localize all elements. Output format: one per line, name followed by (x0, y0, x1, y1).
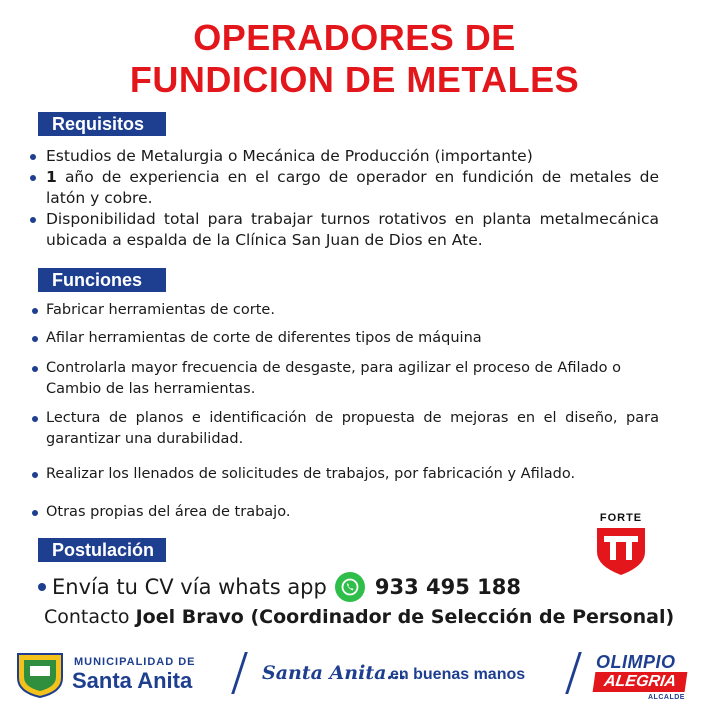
funcion-text: Otras propias del área de trabajo. (46, 504, 291, 520)
bullet-icon (32, 416, 38, 422)
list-item (28, 328, 659, 349)
bullet-icon (30, 154, 36, 160)
bullet-icon (32, 472, 38, 478)
whatsapp-icon[interactable] (335, 572, 365, 602)
list-item (28, 408, 659, 450)
bullet-icon (32, 366, 38, 372)
list-item (28, 502, 659, 523)
bullet-icon (32, 510, 38, 516)
slogan-rest: en buenas manos (390, 666, 526, 683)
postulacion-label: Postulación (38, 538, 166, 562)
requisito-text: Estudios de Metalurgia o Mecánica de Producción (importante) (46, 147, 533, 165)
requisitos-label: Requisitos (38, 112, 166, 136)
bullet-icon (32, 308, 38, 314)
title-line-1: OPERADORES DE (193, 17, 516, 58)
title-line-2: FUNDICION DE METALES (129, 59, 580, 100)
bullet-icon (38, 583, 46, 591)
municipal-seal-icon (14, 650, 66, 698)
list-item (28, 146, 659, 167)
contact-line (44, 604, 674, 630)
funcion-text: Lectura de planos e identificación de propuesta de mejoras en el diseño, para garantizar una durabilidad. (46, 410, 659, 447)
bullet-icon (32, 336, 38, 342)
list-item (28, 167, 659, 209)
footer (0, 646, 709, 706)
funcion-text: Controlarla mayor frecuencia de desgaste, para agilizar el proceso de Afilado o Cambio de las herramientas. (46, 360, 621, 397)
funcion-text: Fabricar herramientas de corte. (46, 302, 275, 318)
requisito-text: año de experiencia en el cargo de operador en fundición de metales de latón y cobre. (46, 168, 659, 207)
list-item (28, 358, 621, 400)
muni-top-text: MUNICIPALIDAD DE (74, 656, 196, 668)
list-item (28, 209, 659, 251)
requisito-text: Disponibilidad total para trabajar turnos rotativos en planta metalmecánica ubicada a espalda de la Clínica San Juan de Dios en Ate. (46, 210, 659, 249)
funciones-label: Funciones (38, 268, 166, 292)
mayor-first-name: OLIMPIO (596, 652, 676, 672)
mayor-last-name: ALEGRIA (593, 672, 688, 692)
forte-logo-text: FORTE (599, 512, 643, 524)
list-item (28, 464, 659, 485)
apply-line (38, 572, 521, 602)
contact-name: Joel Bravo (Coordinador de Selección de Personal) (135, 606, 675, 628)
requisitos-list (28, 146, 659, 251)
bullet-icon (30, 217, 36, 223)
slogan-script: Santa Anita... (262, 662, 407, 684)
funcion-text: Realizar los llenados de solicitudes de trabajos, por fabricación y Afilado. (46, 466, 576, 482)
mayor-role: ALCALDE (648, 694, 685, 701)
muni-name: Santa Anita (72, 668, 193, 693)
contact-prefix: Contacto (44, 606, 130, 628)
bullet-icon (30, 175, 36, 181)
phone-number[interactable]: 933 495 188 (374, 575, 521, 599)
funcion-text: Afilar herramientas de corte de diferentes tipos de máquina (46, 330, 482, 346)
list-item (28, 300, 659, 321)
divider (565, 652, 582, 694)
requisito-bold-number: 1 (46, 168, 57, 186)
divider (231, 652, 248, 694)
forte-logo (592, 512, 650, 576)
apply-text: Envía tu CV vía whats app (52, 575, 327, 599)
